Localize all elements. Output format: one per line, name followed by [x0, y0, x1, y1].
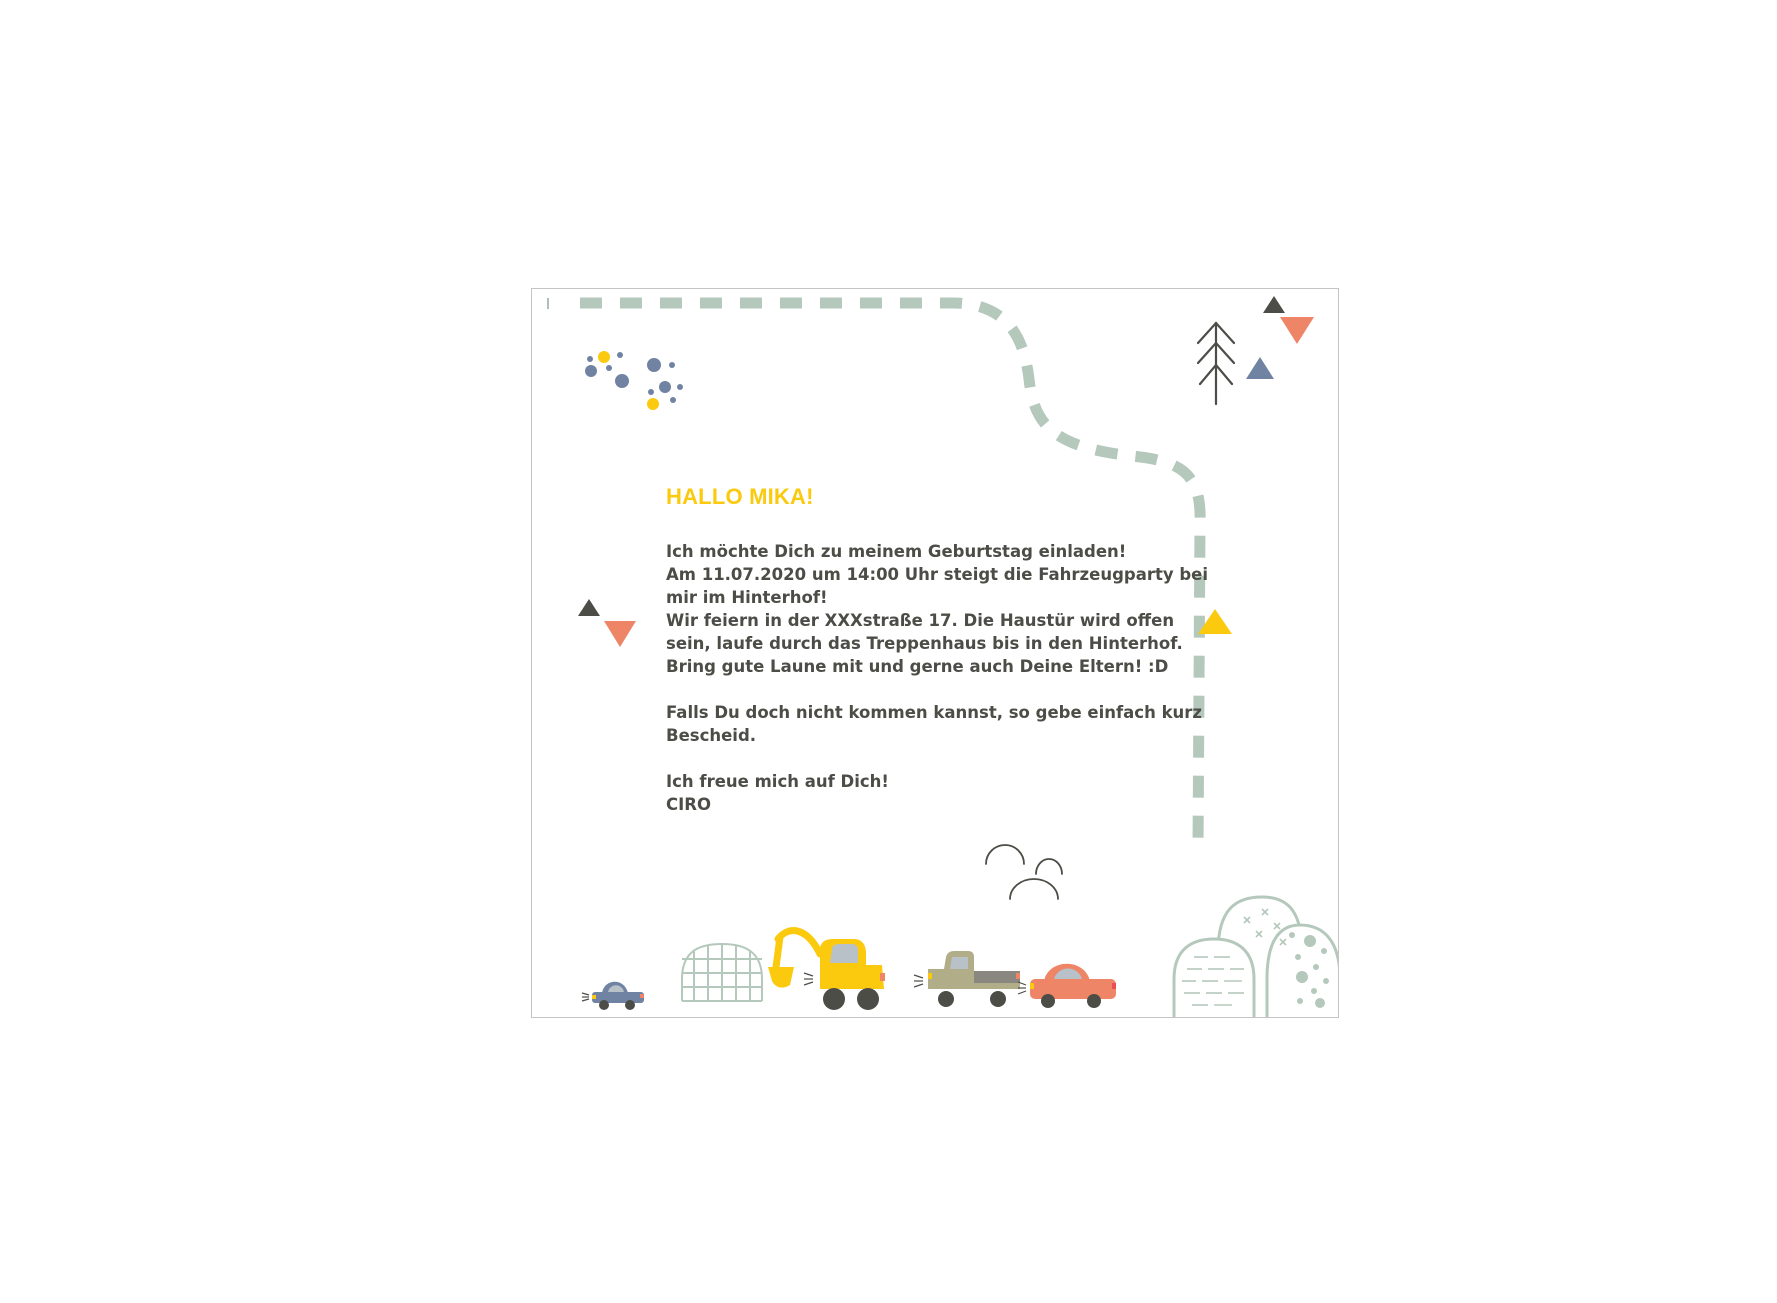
text-line: Ich freue mich auf Dich!	[666, 772, 889, 791]
hills-icon	[1174, 897, 1339, 1018]
pickup-truck-icon	[914, 951, 1020, 1007]
invitation-text	[666, 484, 1209, 839]
text-line: Falls Du doch nicht kommen kannst, so gebe einfach kurz	[666, 703, 1203, 722]
blue-car-icon	[582, 982, 644, 1010]
paragraph-rsvp	[666, 701, 1206, 747]
paragraph-details	[666, 540, 1209, 678]
triangles-top-right	[1246, 296, 1314, 379]
dots-cluster	[585, 351, 683, 410]
text-line: mir im Hinterhof!	[666, 588, 828, 607]
text-line: Bescheid.	[666, 726, 757, 745]
dome-icon	[682, 944, 762, 1001]
paragraph-closing	[666, 770, 1206, 816]
arcs-icon	[986, 845, 1062, 899]
excavator-icon	[768, 931, 885, 1010]
invitation-card	[531, 288, 1339, 1018]
text-line: Ich möchte Dich zu meinem Geburtstag einladen!	[666, 542, 1127, 561]
text-line: Wir feiern in der XXXstraße 17. Die Haustür wird offen	[666, 611, 1175, 630]
signature: CIRO	[666, 795, 711, 814]
triangles-left	[578, 599, 636, 647]
tree-icon	[1198, 323, 1234, 404]
text-line: Am 11.07.2020 um 14:00 Uhr steigt die Fahrzeugparty bei	[666, 565, 1209, 584]
text-line: Bring gute Laune mit und gerne auch Deine Eltern! :D	[666, 657, 1169, 676]
coral-car-icon	[1018, 964, 1116, 1008]
greeting-heading: HALLO MIKA!	[666, 484, 814, 509]
text-line: sein, laufe durch das Treppenhaus bis in den Hinterhof.	[666, 634, 1183, 653]
